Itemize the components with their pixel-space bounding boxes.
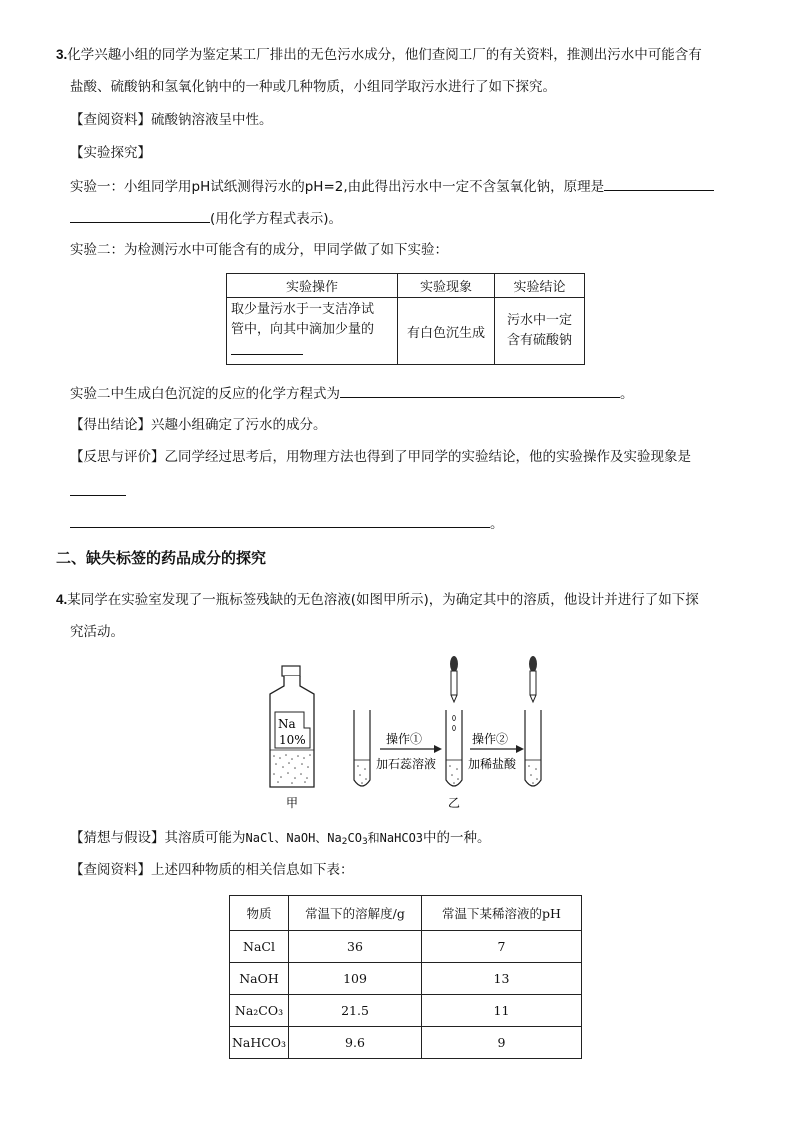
cell-substance: NaOH xyxy=(230,963,289,995)
section2-title: 二、缺失标签的药品成分的探究 xyxy=(56,549,267,567)
q4-hypothesis-rest: 和NaHCO3 xyxy=(367,831,424,845)
cell-ph: 13 xyxy=(422,963,582,995)
q4-hypothesis: 【猜想与假设】其溶质可能为NaCl、NaOH、$Na_2CO_3$和NaHCO3中的一种。 xyxy=(70,830,491,847)
table-header-operation: 实验操作 xyxy=(227,274,398,298)
q3-intro-line2: 盐酸、硫酸钠和氢氧化钠中的一种或几种物质，小组同学取污水进行了如下探究。 xyxy=(70,79,556,95)
q4-intro-line2: 究活动。 xyxy=(70,624,124,640)
table-row xyxy=(230,931,582,963)
q4-substance-table xyxy=(229,895,582,1059)
op2-reagent: 加稀盐酸 xyxy=(468,757,517,771)
label-jia: 甲 xyxy=(286,796,299,810)
cell-solubility: 9.6 xyxy=(289,1027,422,1059)
table-cell-operation xyxy=(227,298,398,365)
q3-reflection-blank-b[interactable] xyxy=(70,513,490,528)
q3-info: 【查阅资料】硫酸钠溶液呈中性。 xyxy=(70,112,273,128)
table-header-substance: 物质 xyxy=(230,896,289,931)
q4-info: 【查阅资料】上述四种物质的相关信息如下表： xyxy=(70,862,354,878)
table-row xyxy=(230,995,582,1027)
table-header-phenomenon: 实验现象 xyxy=(398,274,495,298)
table-header-row xyxy=(230,896,582,931)
q3-experiment-table xyxy=(226,273,585,365)
cell-substance: Na₂CO₃ xyxy=(230,995,289,1027)
q3-exp1-blank-a[interactable] xyxy=(604,176,714,191)
q3-exp2-equation: 实验二中生成白色沉淀的反应的化学方程式为 xyxy=(70,386,340,402)
q4-hypothesis-prefix: 【猜想与假设】其溶质可能为 xyxy=(70,830,246,846)
table-header-solubility: 常温下的溶解度/g xyxy=(289,896,422,931)
q4-intro-text1: 某同学在实验室发现了一瓶标签残缺的无色溶液(如图甲所示)，为确定其中的溶质，他设计并进行了如下探 xyxy=(67,592,699,608)
arrow-operation-2 xyxy=(468,731,524,771)
table-header-row xyxy=(227,274,585,298)
op-blank[interactable] xyxy=(231,340,303,355)
conclusion-line1: 污水中一定 xyxy=(506,313,572,328)
reagent-bottle xyxy=(270,666,314,810)
q3-reflection-end: 。 xyxy=(490,516,504,532)
q3-exp2-intro: 实验二：为检测污水中可能含有的成分，甲同学做了如下实验： xyxy=(70,242,448,258)
q3-conclusion: 【得出结论】兴趣小组确定了污水的成分。 xyxy=(70,417,327,433)
q3-reflection-blank-line1 xyxy=(70,481,126,501)
q3-exp1-line2 xyxy=(70,208,342,228)
cell-ph: 11 xyxy=(422,995,582,1027)
q3-intro-line1 xyxy=(56,46,702,64)
cell-substance: NaHCO₃ xyxy=(230,1027,289,1059)
op-line1: 取少量污水于一支洁净试 xyxy=(231,302,375,317)
q3-exp1-blank-b[interactable] xyxy=(70,208,210,223)
table-row xyxy=(230,963,582,995)
op2-label: 操作② xyxy=(472,732,509,746)
table-header-conclusion: 实验结论 xyxy=(495,274,585,298)
q3-reflection-blank-line2 xyxy=(70,513,504,533)
cell-solubility: 109 xyxy=(289,963,422,995)
conclusion-line2: 含有硫酸钠 xyxy=(506,333,572,348)
q4-hypothesis-suffix: 中的一种。 xyxy=(423,830,491,846)
q4-number: 4. xyxy=(56,592,68,607)
experiment-diagram xyxy=(262,652,552,812)
table-cell-conclusion xyxy=(495,298,585,365)
arrow-operation-1 xyxy=(376,731,442,771)
cell-substance: NaCl xyxy=(230,931,289,963)
cell-solubility: 36 xyxy=(289,931,422,963)
cell-solubility: 21.5 xyxy=(289,995,422,1027)
q4-intro-line1 xyxy=(56,591,699,609)
table-cell-phenomenon: 有白色沉生成 xyxy=(398,298,495,365)
bottle-label-bottom: 10% xyxy=(279,733,306,747)
q3-exp1-line xyxy=(70,176,714,196)
q3-reflection: 【反思与评价】乙同学经过思考后，用物理方法也得到了甲同学的实验结论，他的实验操作及实验现象是 xyxy=(70,449,691,465)
q3-explore-title: 【实验探究】 xyxy=(70,145,151,161)
test-tube-2 xyxy=(446,656,462,810)
q3-number: 3. xyxy=(56,47,68,62)
bottle-label-top: Na xyxy=(278,717,296,731)
cell-ph: 9 xyxy=(422,1027,582,1059)
label-yi: 乙 xyxy=(448,796,461,810)
q4-hypothesis-list: NaCl、NaOH、Na xyxy=(245,831,342,845)
table-header-ph: 常温下某稀溶液的pH xyxy=(422,896,582,931)
op-line2: 管中，向其中滴加少量的 xyxy=(231,322,375,337)
op1-label: 操作① xyxy=(386,732,423,746)
q3-exp2-end: 。 xyxy=(620,386,634,402)
q3-intro-text1: 化学兴趣小组的同学为鉴定某工厂排出的无色污水成分，他们查阅工厂的有关资料，推测出污水中可能含有 xyxy=(67,47,702,63)
q3-exp1-text: 实验一：小组同学用pH试纸测得污水的pH=2,由此得出污水中一定不含氢氧化钠，原理是 xyxy=(70,179,605,195)
q4-hypothesis-co3: CO xyxy=(347,831,362,845)
q3-exp2-equation-line xyxy=(70,383,634,403)
op1-reagent: 加石蕊溶液 xyxy=(376,757,437,771)
table-row xyxy=(227,298,585,365)
cell-ph: 7 xyxy=(422,931,582,963)
q3-reflection-blank-a[interactable] xyxy=(70,481,126,496)
q3-exp1-suffix: (用化学方程式表示)。 xyxy=(210,211,343,227)
test-tube-3 xyxy=(525,656,541,786)
test-tube-1 xyxy=(354,710,370,786)
q3-exp2-blank[interactable] xyxy=(340,383,620,398)
table-row xyxy=(230,1027,582,1059)
